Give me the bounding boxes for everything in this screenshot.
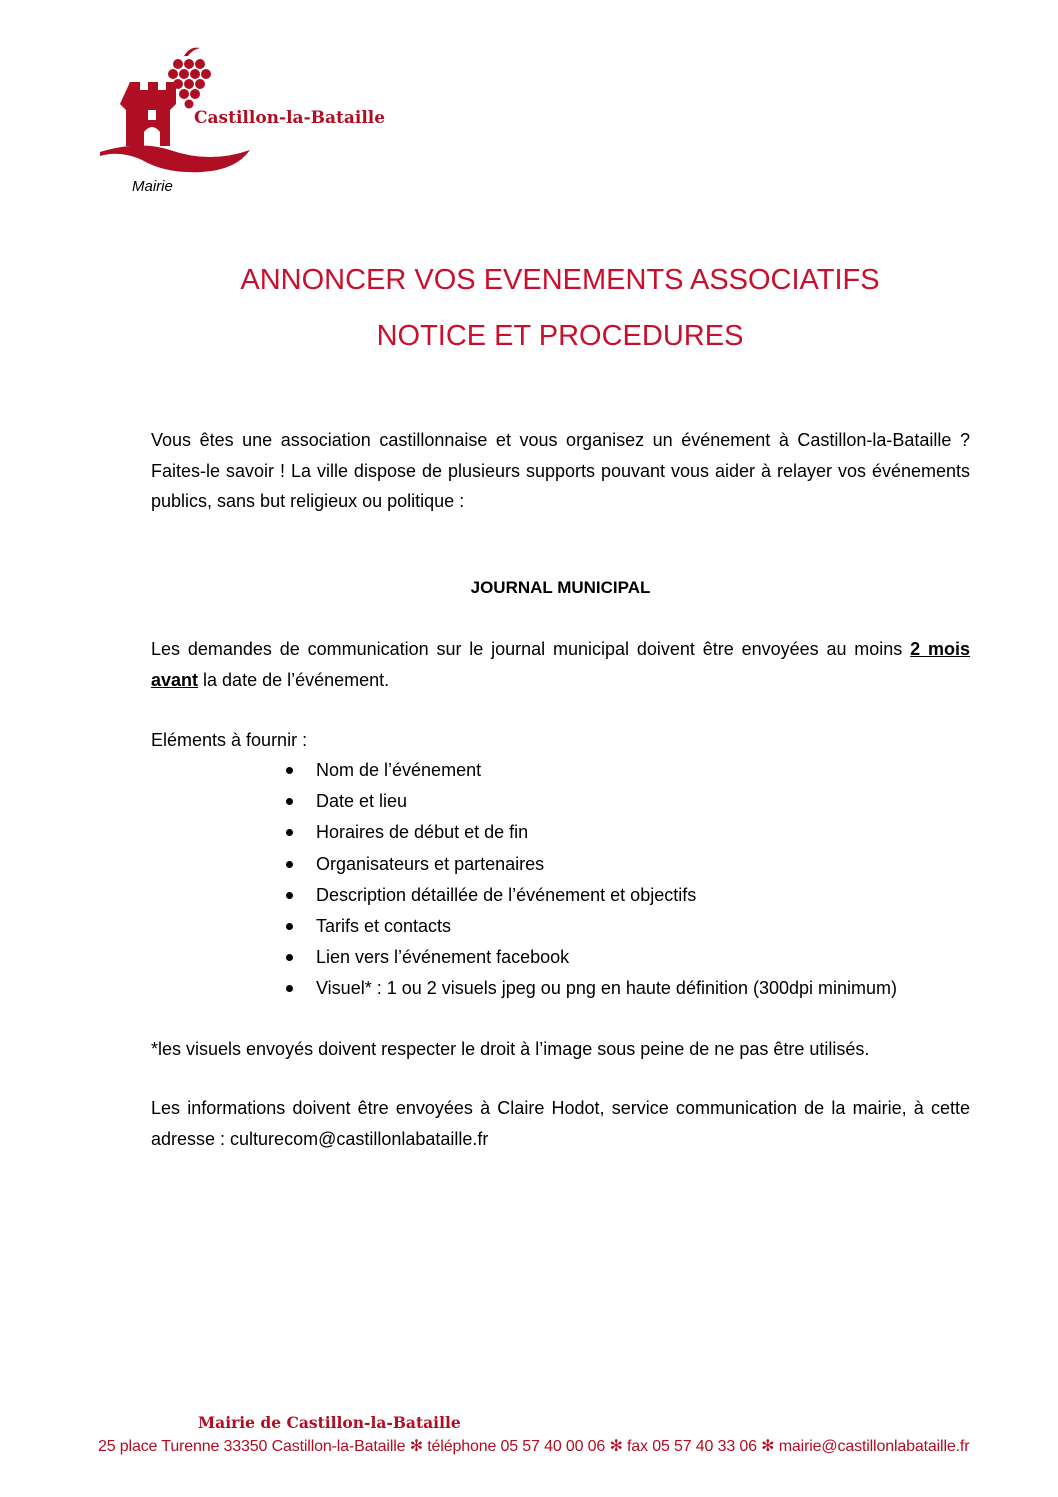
intro-paragraph: Vous êtes une association castillonnaise et vous organisez un événement à Castillon-la-Bataille ? Faites-le savoir ! La ville dispose de plusieurs supports pouvant vous aider à relayer vos événements publics, sans but religieux ou politique : (151, 430, 970, 511)
elements-label: Eléments à fournir : (151, 730, 308, 750)
footer-separator-icon: ✻ (609, 1438, 623, 1455)
elements-list (286, 755, 897, 1005)
document-title-line1: ANNONCER VOS EVENEMENTS ASSOCIATIFS (240, 264, 880, 296)
footer-address: 25 place Turenne 33350 Castillon-la-Bataille (98, 1438, 406, 1455)
list-item: Description détaillée de l’événement et objectifs (286, 880, 897, 911)
demand-emphasis: 2 mois avant (151, 639, 970, 690)
footer-title: Mairie de Castillon-la-Bataille (198, 1413, 461, 1432)
footer-email: mairie@castillonlabataille.fr (778, 1438, 970, 1455)
list-item: Tarifs et contacts (286, 911, 897, 942)
demand-paragraph (151, 634, 970, 695)
footer-contact-line (98, 1436, 973, 1456)
list-item: Visuel* : 1 ou 2 visuels jpeg ou png en haute définition (300dpi minimum) (286, 973, 897, 1004)
list-item: Date et lieu (286, 786, 897, 817)
logo-name: Castillon-la-Bataille (194, 108, 386, 128)
footer-separator-icon: ✻ (761, 1438, 775, 1455)
list-item: Lien vers l’événement facebook (286, 942, 897, 973)
logo-subtitle: Mairie (132, 178, 173, 195)
section-heading: JOURNAL MUNICIPAL (470, 578, 651, 597)
visuals-note: *les visuels envoyés doivent respecter le droit à l’image sous peine de ne pas être utilisés. (151, 1039, 870, 1059)
list-item: Organisateurs et partenaires (286, 849, 897, 880)
document-title-line2: NOTICE ET PROCEDURES (376, 320, 744, 352)
demand-text-after: la date de l’événement. (198, 669, 390, 690)
footer-separator-icon: ✻ (409, 1438, 423, 1455)
list-item: Horaires de début et de fin (286, 817, 897, 848)
demand-text-before: Les demandes de communication sur le journal municipal doivent être envoyées au moins (151, 639, 911, 659)
list-item: Nom de l’événement (286, 755, 897, 786)
footer-phone: téléphone 05 57 40 00 06 (427, 1438, 606, 1455)
contact-paragraph: Les informations doivent être envoyées à Claire Hodot, service communication de la mairie, à cette adresse : culturecom@castillonlabataille.fr (151, 1098, 970, 1149)
footer-fax: fax 05 57 40 33 06 (627, 1438, 757, 1455)
